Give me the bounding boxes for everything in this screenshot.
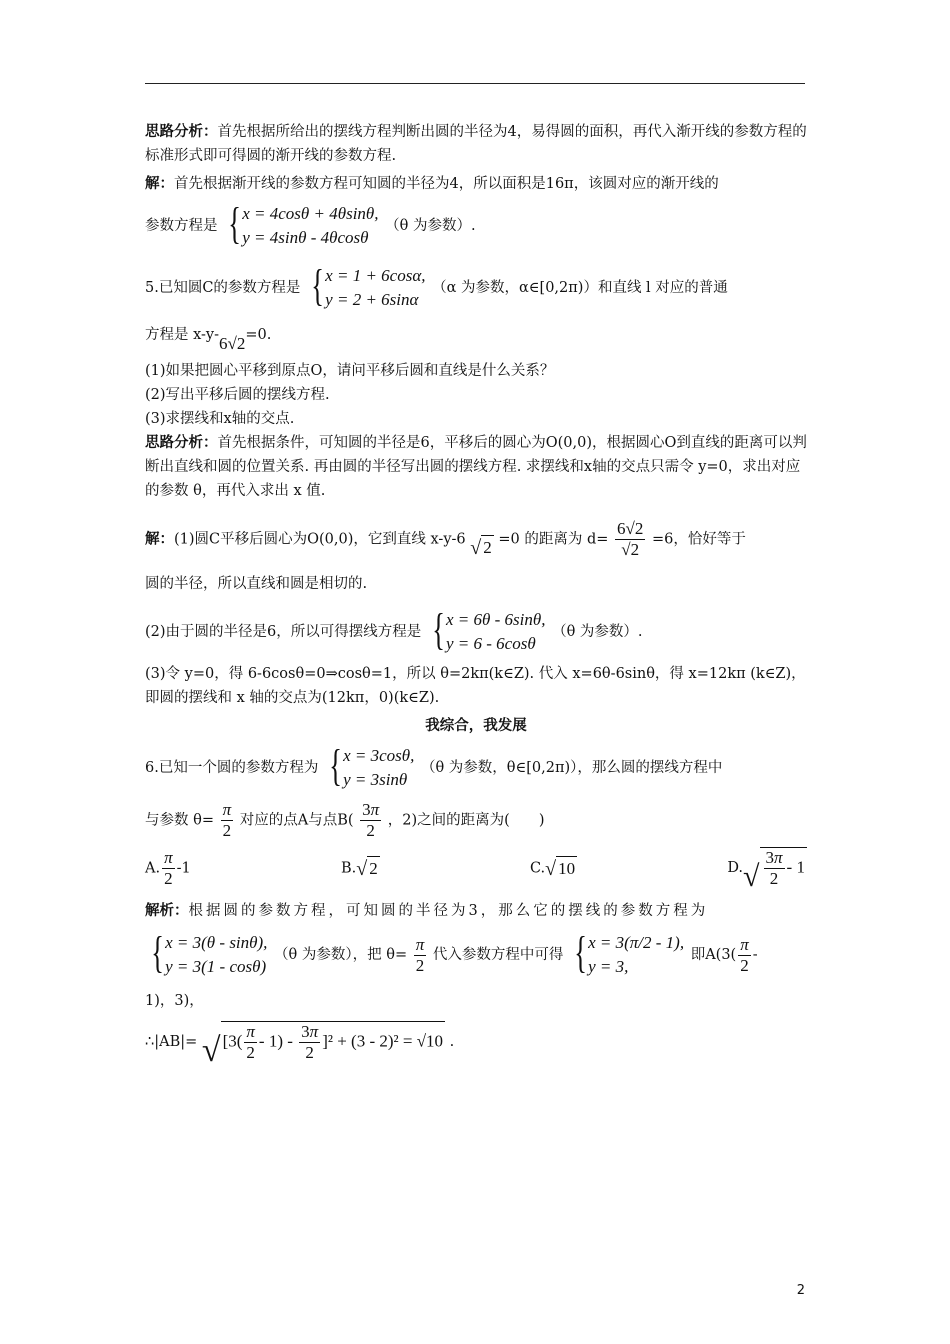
equation-row: y = 3sinθ — [343, 770, 408, 789]
analysis-4 — [145, 120, 807, 168]
sub-question-2: (2)写出平移后圆的摆线方程. — [145, 387, 330, 403]
solution-label: 解： — [145, 531, 174, 548]
option-label: D. — [727, 860, 744, 876]
equation-row: x = 3(θ - sinθ), — [165, 933, 268, 952]
solution-5-part-1 — [145, 519, 807, 560]
solution-6-line-2: { x = 3(θ - sinθ), y = 3(1 - cosθ) （θ 为参数），把 θ= $\frac{\pi}{2}$ 代入参数方程中可得 { x = 3(π/2 - 1), y = 3, 即A(3( $\frac{\pi}{2}$ - — [145, 931, 807, 979]
question-text: （α 为参数，α∈[0,2π)）和直线 l 对应的普通 — [432, 280, 728, 296]
equation-system: { x = 4cosθ + 4θsinθ, y = 4sinθ - 4θcosθ — [228, 199, 379, 248]
question-5 — [145, 261, 807, 312]
solution-text: 圆的半径，所以直线和圆是相切的. — [145, 576, 368, 592]
solution-text: （θ 为参数），把 θ= — [274, 947, 408, 963]
solution-text: 即A(3( — [690, 947, 737, 963]
option-label: A. — [145, 860, 161, 876]
option-label: C. — [529, 860, 546, 876]
question-6-line-2 — [145, 800, 807, 841]
question-5-line-2 — [145, 322, 807, 353]
equation-system: { x = 3(θ - sinθ), y = 3(1 - cosθ) — [151, 928, 268, 977]
option-b[interactable]: B. √ 2 — [340, 857, 378, 880]
question-text: 对应的点A与点B( — [239, 812, 354, 829]
analysis-5 — [145, 431, 807, 503]
solution-text: 1)，3)， — [145, 993, 204, 1009]
equation-system: { x = 3cosθ, y = 3sinθ — [329, 741, 415, 790]
question-text: 5.已知圆C的参数方程是 — [145, 280, 301, 296]
solution-4 — [145, 172, 807, 196]
option-label: B. — [340, 860, 357, 876]
document-body — [145, 120, 807, 1069]
analysis-label: 思路分析： — [145, 124, 218, 140]
math-term: 6√2 — [219, 334, 246, 353]
solution-text: 首先根据渐开线的参数方程可知圆的半径为4，所以面积是16π，该圆对应的渐开线的 — [174, 176, 719, 192]
solution-text: =0 的距离为 d= — [498, 531, 609, 548]
option-d[interactable]: D. √ $\frac{3\pi}{2}$ - 1 — [727, 848, 805, 893]
equation-row: x = 1 + 6cosα, — [325, 266, 426, 285]
header-rule — [145, 83, 805, 84]
equation-row: y = 4sinθ - 4θcosθ — [242, 228, 369, 247]
page-number: 2 — [796, 1283, 805, 1298]
equation-system: { x = 6θ - 6sinθ, y = 6 - 6cosθ — [432, 605, 546, 654]
solution-label: 解析： — [145, 903, 189, 919]
question-text: ，2)之间的距离为( ) — [387, 812, 545, 829]
solution-text: (1)圆C平移后圆心为O(0,0)，它到直线 x-y-6 — [174, 531, 466, 548]
equation-row: y = 2 + 6sinα — [325, 290, 419, 309]
parameter-note: （θ 为参数）. — [385, 218, 476, 234]
analysis-label: 思路分析： — [145, 435, 218, 451]
question-6 — [145, 741, 807, 792]
solution-4-equation — [145, 199, 807, 250]
fraction-3pi-over-2: $\frac{3\pi}{2}$ — [362, 800, 380, 840]
section-title: 我综合，我发展 — [425, 718, 527, 734]
solution-text: =6，恰好等于 — [651, 531, 746, 548]
question-text: 与参数 θ= — [145, 812, 214, 829]
sub-question-1: (1)如果把圆心平移到原点O，请问平移后圆和直线是什么关系？ — [145, 363, 555, 379]
equation-row: y = 3(1 - cosθ) — [165, 957, 267, 976]
fraction-pi-over-2: $\frac{\pi}{2}$ — [415, 934, 425, 975]
solution-label: 解： — [145, 176, 174, 192]
solution-text: (2)由于圆的半径是6，所以可得摆线方程是 — [145, 624, 422, 640]
solution-5-part-3: (3)令 y=0，得 6-6cosθ=0⇒cosθ=1，所以 θ=2kπ(k∈Z). 代入 x=6θ-6sinθ，得 x=12kπ (k∈Z)，即圆的摆线和 x 轴的交点为(12kπ，0)(k∈Z). — [145, 666, 806, 706]
fraction-pi-over-2: $\frac{\pi}{2}$ — [222, 800, 232, 840]
question-text: 6.已知一个圆的参数方程为 — [145, 760, 319, 776]
final-result — [145, 1021, 807, 1069]
equation-system: { x = 3(π/2 - 1), y = 3, — [574, 928, 685, 977]
solution-text: - — [752, 947, 758, 963]
result-label: ∴|AB|= — [145, 1034, 198, 1050]
question-text: 方程是 x-y- — [145, 327, 220, 343]
parameter-note: （θ 为参数）. — [552, 624, 643, 640]
equation-row: x = 4cosθ + 4θsinθ, — [242, 204, 379, 223]
answer-options — [145, 847, 807, 893]
solution-text-2: 参数方程是 — [145, 218, 218, 234]
sub-question-3: (3)求摆线和x轴的交点. — [145, 411, 295, 427]
option-c[interactable]: C. √ 10 — [529, 857, 576, 880]
solution-5-part-2 — [145, 605, 807, 656]
distance-fraction: $\frac{6√2}{√2}$ — [617, 519, 644, 559]
equation-row: y = 3, — [588, 957, 629, 976]
equation-system: { x = 1 + 6cosα, y = 2 + 6sinα — [311, 261, 426, 310]
equation-row: x = 3(π/2 - 1), — [588, 933, 685, 952]
equation-row: x = 3cosθ, — [343, 746, 415, 765]
question-text: =0. — [245, 327, 272, 343]
option-text: -1 — [176, 860, 191, 876]
analysis-text: 首先根据条件，可知圆的半径是6，平移后的圆心为O(0,0)，根据圆心O到直线的距离可以判断出直线和圆的位置关系. 再由圆的半径写出圆的摆线方程. 求摆线和x轴的交点只需令 y=0，求出对应的参数 θ，再代入求出 x 值. — [145, 435, 807, 499]
sqrt-2: √ 2 — [470, 537, 492, 559]
equation-row: x = 6θ - 6sinθ, — [446, 610, 546, 629]
option-a[interactable]: A. $\frac{\pi}{2}$ -1 — [145, 847, 191, 888]
solution-text: 代入参数方程中可得 — [432, 947, 564, 963]
solution-text: . — [449, 1034, 455, 1050]
solution-text: 根据圆的参数方程，可知圆的半径为3，那么它的摆线的参数方程为 — [188, 903, 709, 919]
distance-root: √ [3( $\frac{\pi}{2}$ - 1) - $\frac{3\pi}{2}$ ]² + (3 - 2)² = √10 — [201, 1022, 444, 1069]
equation-row: y = 6 - 6cosθ — [446, 634, 536, 653]
solution-6 — [145, 899, 807, 923]
analysis-text: 首先根据所给出的摆线方程判断出圆的半径为4，易得圆的面积，再代入渐开线的参数方程的标准形式即可得圆的渐开线的参数方程. — [145, 124, 807, 164]
question-text: （θ 为参数，θ∈[0,2π)），那么圆的摆线方程中 — [420, 760, 723, 776]
